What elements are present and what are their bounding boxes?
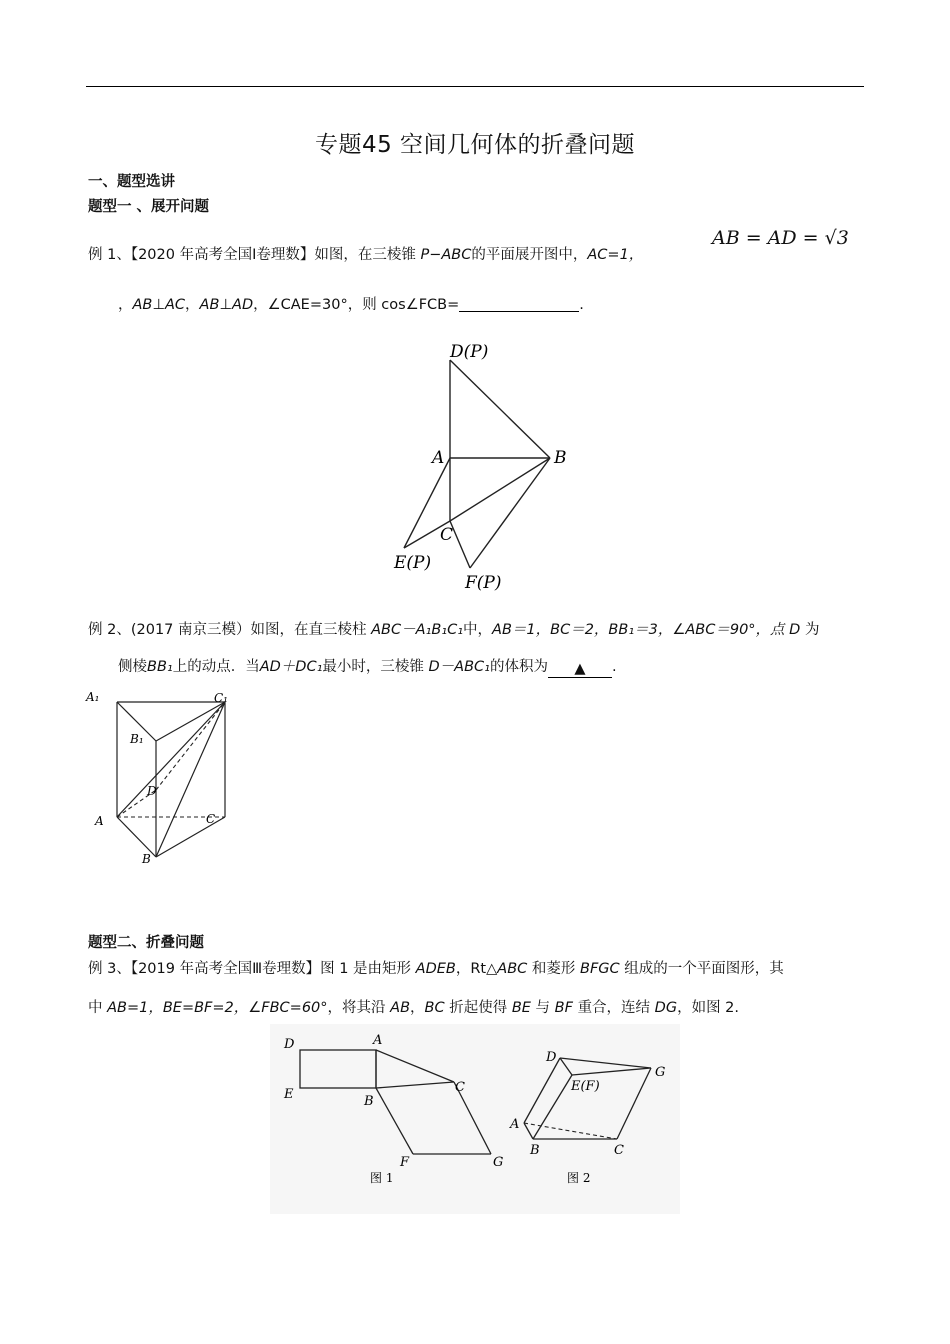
label-E: E(P) [394, 553, 432, 573]
label-B: B [142, 852, 151, 866]
example1-line2: ，AB⊥AC，AB⊥AD，∠CAE=30°，则 cos∠FCB= . [118, 297, 584, 313]
page-title: 专题45 空间几何体的折叠问题 [314, 132, 636, 158]
label-C1: C₁ [214, 691, 228, 705]
type1-heading: 题型一 、展开问题 [88, 199, 210, 215]
label-B: B [364, 1094, 374, 1109]
example1-formula: AB = AD = √3 [712, 227, 849, 249]
label-C: C [455, 1080, 465, 1095]
figure-fold-diagram [270, 1024, 680, 1214]
label-A2: A [510, 1117, 520, 1132]
section-heading: 一、题型选讲 [88, 174, 175, 190]
type2-heading: 题型二、折叠问题 [88, 935, 204, 951]
label-D2: D [546, 1050, 557, 1065]
example3-line2: 中 AB=1，BE=BF=2，∠FBC=60°，将其沿 AB，BC 折起使得 BE 与 BF 重合，连结 DG，如图 2. [88, 1000, 740, 1016]
label-B2: B [530, 1143, 540, 1158]
label-D: D [147, 784, 157, 798]
figure-net-diagram [380, 335, 610, 597]
caption-figure-1: 图 1 [370, 1171, 394, 1185]
figure-prism-diagram [80, 685, 250, 870]
label-A: A [95, 814, 104, 828]
label-C: C [206, 812, 216, 826]
caption-figure-2: 图 2 [567, 1171, 591, 1185]
label-A1: A₁ [86, 690, 100, 704]
example3-line1: 例 3、【2019 年高考全国Ⅲ卷理数】图 1 是由矩形 ADEB，Rt△ABC 和菱形 BFGC 组成的一个平面图形，其 [88, 961, 784, 977]
example1-line1: 例 1、【2020 年高考全国Ⅰ卷理数】如图，在三棱锥 P−ABC的平面展开图中，AC=1， [88, 247, 644, 263]
answer-blank-triangle[interactable]: ▲ [548, 661, 612, 678]
label-D: D [284, 1037, 295, 1052]
label-EF: E(F) [571, 1079, 600, 1094]
label-E: E [284, 1087, 294, 1102]
example2-line1: 例 2、(2017 南京三模）如图，在直三棱柱 ABC－A₁B₁C₁中，AB＝1，BC＝2，BB₁＝3，∠ABC＝90°，点 D 为 [88, 622, 820, 638]
label-G2: G [655, 1065, 666, 1080]
label-A: A [373, 1033, 383, 1048]
label-A: A [432, 448, 445, 468]
label-C: C [440, 525, 454, 545]
answer-blank[interactable] [459, 296, 579, 312]
label-B1: B₁ [130, 732, 144, 746]
label-C2: C [614, 1143, 624, 1158]
label-G: G [493, 1155, 504, 1170]
label-B: B [554, 448, 567, 468]
header-rule [86, 86, 864, 87]
example2-line2: 侧棱BB₁上的动点．当AD＋DC₁最小时，三棱锥 D－ABC₁的体积为 ▲ . [118, 659, 617, 677]
label-F: F(P) [465, 573, 502, 593]
label-F: F [400, 1155, 410, 1170]
label-D: D(P) [450, 342, 489, 362]
